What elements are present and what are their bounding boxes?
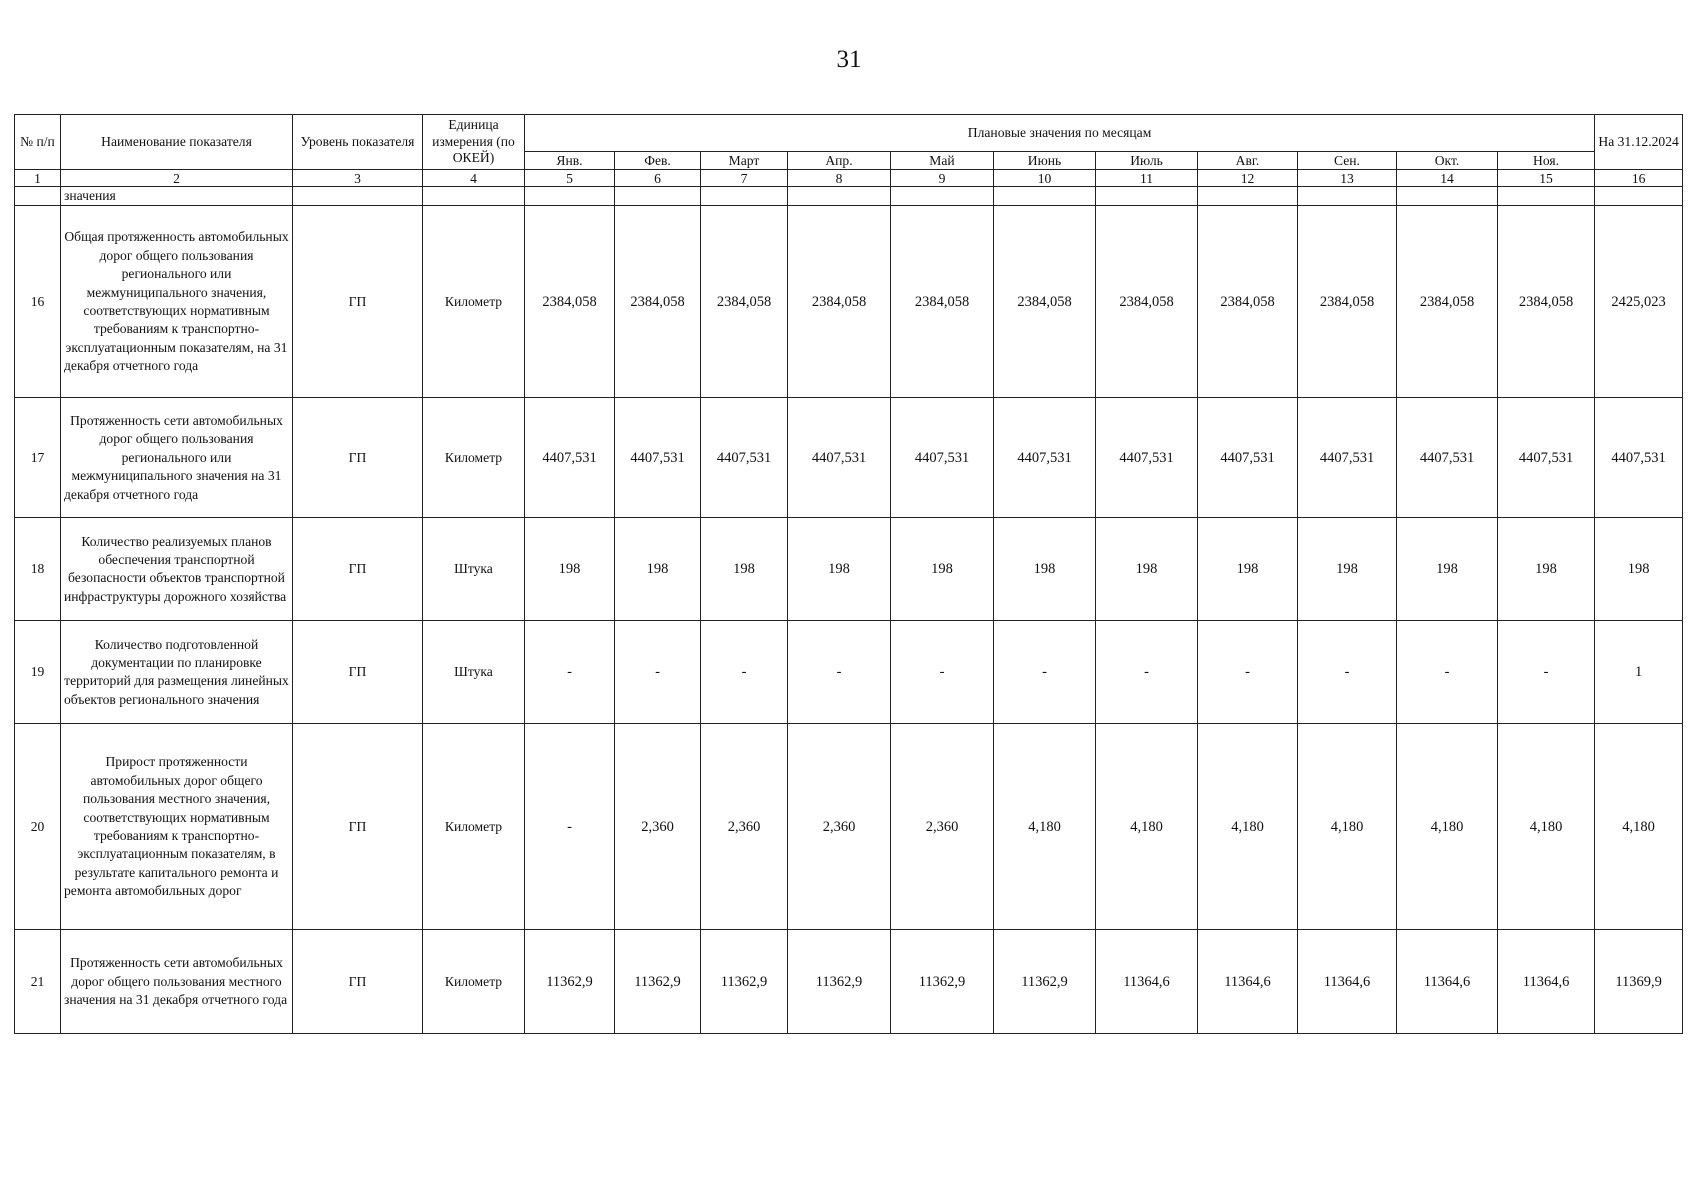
plan-value: 2384,058	[1096, 206, 1198, 398]
indicator-name: Общая протяженность автомобильных дорог общего пользования регионального или межмуниципального значения, соответствующих нормативным требованиям к транспортно-эксплуатационным показателям, на 31 декабря отчетного года	[61, 206, 293, 398]
plan-value: 198	[994, 518, 1096, 621]
plan-value: 4407,531	[615, 398, 701, 518]
column-number: 14	[1397, 170, 1498, 187]
plan-value: 11364,6	[1198, 930, 1298, 1034]
plan-value: 1	[1595, 621, 1683, 724]
plan-value: -	[701, 621, 788, 724]
header-month: Июнь	[994, 152, 1096, 170]
header-month: Янв.	[525, 152, 615, 170]
indicator-level: ГП	[293, 206, 423, 398]
header-month: Фев.	[615, 152, 701, 170]
plan-value: 4407,531	[525, 398, 615, 518]
header-month: Март	[701, 152, 788, 170]
table-row	[15, 930, 1683, 1034]
plan-value: 198	[525, 518, 615, 621]
row-number: 17	[15, 398, 61, 518]
plan-value: -	[994, 621, 1096, 724]
plan-value: -	[788, 621, 891, 724]
plan-value: 2,360	[891, 724, 994, 930]
plan-value: 4,180	[1096, 724, 1198, 930]
plan-value: -	[1298, 621, 1397, 724]
table-row	[15, 398, 1683, 518]
plan-value: 2384,058	[615, 206, 701, 398]
plan-value: 4,180	[1397, 724, 1498, 930]
column-number: 1	[15, 170, 61, 187]
plan-value: 4,180	[1498, 724, 1595, 930]
plan-value: 11362,9	[891, 930, 994, 1034]
column-number: 13	[1298, 170, 1397, 187]
plan-value: 11364,6	[1397, 930, 1498, 1034]
header-month: Сен.	[1298, 152, 1397, 170]
indicator-level: ГП	[293, 518, 423, 621]
plan-value: -	[615, 621, 701, 724]
plan-value: 2384,058	[1298, 206, 1397, 398]
row-number: 20	[15, 724, 61, 930]
plan-value: 2384,058	[891, 206, 994, 398]
plan-value: 4,180	[1198, 724, 1298, 930]
header-num: № п/п	[15, 115, 61, 170]
header-month: Ноя.	[1498, 152, 1595, 170]
plan-value: 2,360	[788, 724, 891, 930]
plan-value: 2384,058	[701, 206, 788, 398]
header-unit: Единица измерения (по ОКЕЙ)	[423, 115, 525, 170]
table-row	[15, 206, 1683, 398]
indicator-unit: Километр	[423, 206, 525, 398]
plan-value: 2384,058	[1198, 206, 1298, 398]
column-number: 5	[525, 170, 615, 187]
plan-value: 11362,9	[615, 930, 701, 1034]
column-number: 11	[1096, 170, 1198, 187]
plan-value: 2384,058	[1498, 206, 1595, 398]
indicator-unit: Штука	[423, 621, 525, 724]
plan-value: 198	[701, 518, 788, 621]
plan-value: 4,180	[994, 724, 1096, 930]
column-number: 15	[1498, 170, 1595, 187]
plan-value: 4407,531	[1397, 398, 1498, 518]
plan-value: 11364,6	[1096, 930, 1198, 1034]
continuation-row	[15, 187, 1683, 206]
indicator-name: Протяженность сети автомобильных дорог общего пользования регионального или межмуниципального значения на 31 декабря отчетного года	[61, 398, 293, 518]
indicator-level: ГП	[293, 398, 423, 518]
plan-value: 2384,058	[994, 206, 1096, 398]
table-row	[15, 621, 1683, 724]
plan-value: 4407,531	[1298, 398, 1397, 518]
plan-value: 4407,531	[1198, 398, 1298, 518]
indicator-level: ГП	[293, 930, 423, 1034]
column-number: 16	[1595, 170, 1683, 187]
plan-value: 2,360	[701, 724, 788, 930]
indicator-name: Количество реализуемых планов обеспечения транспортной безопасности объектов транспортной инфраструктуры дорожного хозяйства	[61, 518, 293, 621]
indicator-unit: Штука	[423, 518, 525, 621]
plan-value: 2384,058	[1397, 206, 1498, 398]
plan-value: 198	[891, 518, 994, 621]
indicator-name: Количество подготовленной документации по планировке территорий для размещения линейных объектов регионального значения	[61, 621, 293, 724]
plan-value: 4407,531	[788, 398, 891, 518]
plan-value: 2,360	[615, 724, 701, 930]
plan-value: 11369,9	[1595, 930, 1683, 1034]
header-month: Май	[891, 152, 994, 170]
plan-value: 198	[1595, 518, 1683, 621]
plan-value: -	[1498, 621, 1595, 724]
plan-value: 198	[1298, 518, 1397, 621]
plan-value: 198	[615, 518, 701, 621]
header-month: Окт.	[1397, 152, 1498, 170]
column-number: 10	[994, 170, 1096, 187]
plan-value: 11362,9	[788, 930, 891, 1034]
header-level: Уровень показателя	[293, 115, 423, 170]
plan-value: -	[525, 621, 615, 724]
row-number: 21	[15, 930, 61, 1034]
indicator-unit: Километр	[423, 930, 525, 1034]
plan-values-table	[14, 114, 1683, 1034]
row-number: 16	[15, 206, 61, 398]
column-number: 3	[293, 170, 423, 187]
plan-value: 4407,531	[701, 398, 788, 518]
plan-value: -	[891, 621, 994, 724]
plan-value: 11364,6	[1298, 930, 1397, 1034]
header-month: Авг.	[1198, 152, 1298, 170]
plan-value: 198	[1498, 518, 1595, 621]
plan-value: 2425,023	[1595, 206, 1683, 398]
plan-value: 4407,531	[994, 398, 1096, 518]
indicator-level: ГП	[293, 724, 423, 930]
plan-value: 198	[1397, 518, 1498, 621]
plan-value: 4407,531	[1498, 398, 1595, 518]
plan-value: -	[1397, 621, 1498, 724]
indicator-unit: Километр	[423, 724, 525, 930]
column-number: 9	[891, 170, 994, 187]
plan-value: 198	[788, 518, 891, 621]
indicator-level: ГП	[293, 621, 423, 724]
plan-value: 2384,058	[788, 206, 891, 398]
column-number: 4	[423, 170, 525, 187]
plan-value: 4,180	[1595, 724, 1683, 930]
plan-value: 4407,531	[891, 398, 994, 518]
indicator-name: Протяженность сети автомобильных дорог общего пользования местного значения на 31 декабря отчетного года	[61, 930, 293, 1034]
header-plan: Плановые значения по месяцам	[525, 115, 1595, 152]
continuation-text: значения	[61, 187, 293, 206]
plan-value: 2384,058	[525, 206, 615, 398]
plan-value: 198	[1096, 518, 1198, 621]
column-number: 6	[615, 170, 701, 187]
column-number: 12	[1198, 170, 1298, 187]
plan-value: 4,180	[1298, 724, 1397, 930]
column-number: 2	[61, 170, 293, 187]
plan-value: 11364,6	[1498, 930, 1595, 1034]
header-final: На 31.12.2024	[1595, 115, 1683, 170]
plan-value: 11362,9	[701, 930, 788, 1034]
column-number: 8	[788, 170, 891, 187]
indicator-name: Прирост протяженности автомобильных дорог общего пользования местного значения, соответствующих нормативным требованиям к транспортно-эксплуатационным показателям, в результате капитального ремонта и ремонта автомобильных дорог	[61, 724, 293, 930]
indicator-unit: Километр	[423, 398, 525, 518]
page-number: 31	[836, 46, 862, 73]
table-row	[15, 724, 1683, 930]
plan-value: 11362,9	[525, 930, 615, 1034]
plan-value: -	[1198, 621, 1298, 724]
plan-value: 4407,531	[1096, 398, 1198, 518]
row-number: 19	[15, 621, 61, 724]
plan-value: -	[525, 724, 615, 930]
plan-value: 4407,531	[1595, 398, 1683, 518]
plan-value: 198	[1198, 518, 1298, 621]
header-month: Апр.	[788, 152, 891, 170]
header-month: Июль	[1096, 152, 1198, 170]
row-number: 18	[15, 518, 61, 621]
plan-value: 11362,9	[994, 930, 1096, 1034]
header-name: Наименование показателя	[61, 115, 293, 170]
table-row	[15, 518, 1683, 621]
column-number: 7	[701, 170, 788, 187]
plan-value: -	[1096, 621, 1198, 724]
